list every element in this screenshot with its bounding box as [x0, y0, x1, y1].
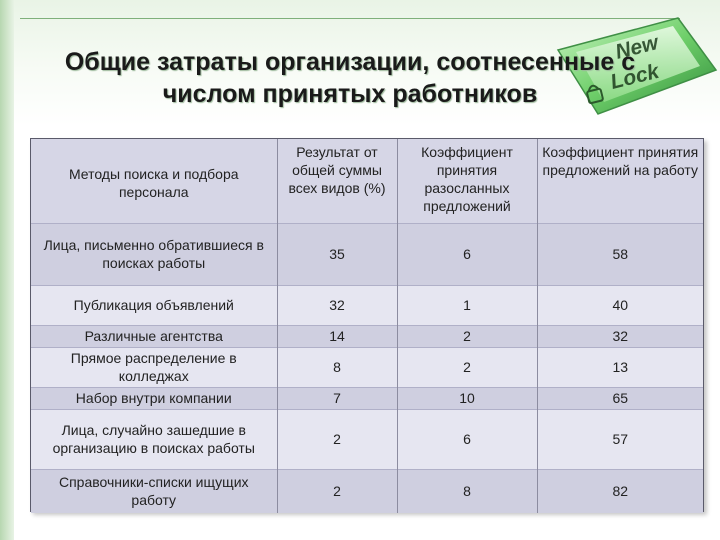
header-share: Результат от общей суммы всех видов (%)	[277, 139, 397, 223]
header-method: Методы поиска и подбора персонала	[31, 139, 277, 223]
row-coef-sent: 8	[397, 469, 537, 513]
table-row	[31, 469, 703, 513]
data-table	[30, 138, 704, 512]
row-coef-offer: 58	[537, 223, 703, 285]
row-coef-offer: 65	[537, 387, 703, 409]
row-share: 2	[277, 409, 397, 469]
table-row	[31, 347, 703, 387]
row-share: 8	[277, 347, 397, 387]
row-method: Справочники-списки ищущих работу	[31, 469, 277, 513]
row-method: Прямое распределение в колледжах	[31, 347, 277, 387]
row-share: 7	[277, 387, 397, 409]
row-share: 2	[277, 469, 397, 513]
row-coef-sent: 2	[397, 347, 537, 387]
table-row	[31, 223, 703, 285]
logo-text-new: New	[613, 31, 661, 64]
table-row	[31, 325, 703, 347]
row-method: Набор внутри компании	[31, 387, 277, 409]
header-coef-offer: Коэффициент принятия предложений на работу	[537, 139, 703, 223]
row-share: 35	[277, 223, 397, 285]
row-coef-sent: 1	[397, 285, 537, 325]
row-coef-sent: 6	[397, 223, 537, 285]
slide-title-line-2: числом принятых работников	[162, 80, 538, 108]
row-method: Различные агентства	[31, 325, 277, 347]
row-coef-offer: 32	[537, 325, 703, 347]
slide-title	[20, 46, 680, 110]
row-method: Лица, случайно зашедшие в организацию в поисках работы	[31, 409, 277, 469]
row-coef-sent: 2	[397, 325, 537, 347]
header-coef-sent: Коэффициент принятия разосланных предложений	[397, 139, 537, 223]
row-method: Лица, письменно обратившиеся в поисках работы	[31, 223, 277, 285]
slide-title-line-1: Общие затраты организации, соотнесенные с	[64, 48, 636, 76]
row-method: Публикация объявлений	[31, 285, 277, 325]
row-coef-sent: 10	[397, 387, 537, 409]
row-coef-offer: 13	[537, 347, 703, 387]
row-share: 32	[277, 285, 397, 325]
side-stripe	[0, 0, 14, 540]
row-coef-sent: 6	[397, 409, 537, 469]
table-row	[31, 409, 703, 469]
row-coef-offer: 82	[537, 469, 703, 513]
logo-text-lock: Lock	[608, 59, 662, 94]
table-header-row	[31, 139, 703, 223]
row-coef-offer: 57	[537, 409, 703, 469]
table-row	[31, 387, 703, 409]
table-row	[31, 285, 703, 325]
row-share: 14	[277, 325, 397, 347]
row-coef-offer: 40	[537, 285, 703, 325]
